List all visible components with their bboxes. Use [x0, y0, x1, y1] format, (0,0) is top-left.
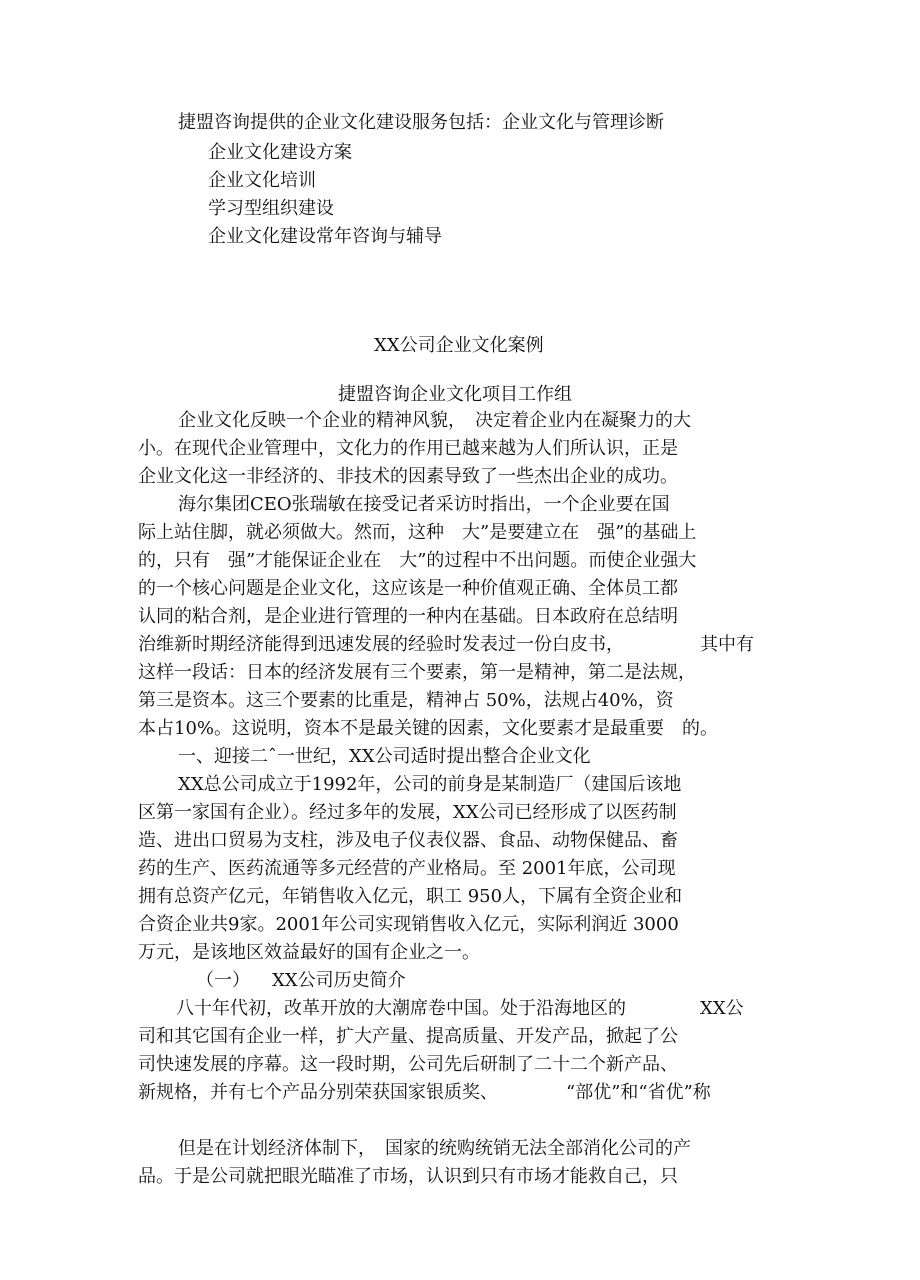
body-line: 区第一家国有企业）。经过多年的发展，XX公司已经形成了以医药制: [138, 802, 677, 823]
body-line: 际上站住脚，就必须做大。然而，这种 大”是要建立在 强”的基础上: [138, 522, 697, 543]
body-line: 其中有: [700, 634, 754, 655]
body-line: XX总公司成立于1992年，公司的前身是某制造厂（建国后该地: [178, 774, 682, 795]
body-line: 药的生产、医药流通等多元经营的产业格局。至 2001年底，公司现: [138, 858, 676, 879]
body-line: 新规格，并有七个产品分别荣获国家银质奖、: [138, 1082, 498, 1103]
body-line: 这样一段话：日本的经济发展有三个要素，第一是精神，第二是法规，: [138, 662, 696, 683]
body-line: 但是在计划经济体制下， 国家的统购统销无法全部消化公司的产: [178, 1138, 691, 1159]
article-title: XX公司企业文化案例: [374, 335, 544, 356]
body-line: 司快速发展的序幕。这一段时期，公司先后研制了二十二个新产品、: [138, 1054, 678, 1075]
subsection-title: XX公司历史简介: [272, 970, 406, 991]
article-author: 捷盟咨询企业文化项目工作组: [338, 384, 572, 405]
body-line: 企业文化反映一个企业的精神风貌， 决定着企业内在凝聚力的大: [178, 410, 691, 431]
service-item: 企业文化建设常年咨询与辅导: [208, 226, 442, 247]
body-line: 认同的粘合剂，是企业进行管理的一种内在基础。日本政府在总结明: [138, 606, 678, 627]
body-line: 司和其它国有企业一样，扩大产量、提高质量、开发产品，掀起了公: [138, 1026, 678, 1047]
service-item: 学习型组织建设: [208, 198, 334, 219]
body-line: 的一个核心问题是企业文化，这应该是一种价值观正确、全体员工都: [138, 578, 678, 599]
body-line: XX公: [700, 998, 744, 1019]
body-line: 第三是资本。这三个要素的比重是，精神占 50%，法规占40%，资: [138, 690, 674, 711]
body-line: 本占10%。这说明，资本不是最关键的因素，文化要素才是最重要 的。: [138, 718, 719, 739]
body-line: 治维新时期经济能得到迅速发展的经验时发表过一份白皮书，: [138, 634, 624, 655]
body-line: 海尔集团CEO张瑞敏在接受记者采访时指出，一个企业要在国: [178, 494, 670, 515]
body-line: 八十年代初，改革开放的大潮席卷中国。处于沿海地区的: [176, 998, 626, 1019]
section-heading: 一、迎接二ˆ一世纪，XX公司适时提出整合企业文化: [178, 746, 591, 767]
body-line: 万元，是该地区效益最好的国有企业之一。: [138, 942, 480, 963]
body-line: 拥有总资产亿元，年销售收入亿元，职工 950人，下属有全资企业和: [138, 886, 683, 907]
body-line: 小。在现代企业管理中，文化力的作用已越来越为人们所认识，正是: [138, 438, 678, 459]
subsection-number: （一）: [196, 970, 250, 991]
services-intro: 捷盟咨询提供的企业文化建设服务包括：企业文化与管理诊断: [178, 112, 664, 133]
body-line: 合资企业共9家。2001年公司实现销售收入亿元，实际利润近 3000: [138, 914, 679, 935]
body-line: 企业文化这一非经济的、非技术的因素导致了一些杰出企业的成功。: [138, 466, 678, 487]
service-item: 企业文化培训: [208, 170, 316, 191]
body-line: 品。于是公司就把眼光瞄准了市场，认识到只有市场才能救自己，只: [138, 1166, 678, 1187]
body-line: 的，只有 强”才能保证企业在 大”的过程中不出问题。而使企业强大: [138, 550, 697, 571]
body-line: “部优”和“省优”称: [566, 1082, 711, 1103]
body-line: 造、进出口贸易为支柱，涉及电子仪表仪器、食品、动物保健品、畜: [138, 830, 678, 851]
service-item: 企业文化建设方案: [208, 142, 352, 163]
